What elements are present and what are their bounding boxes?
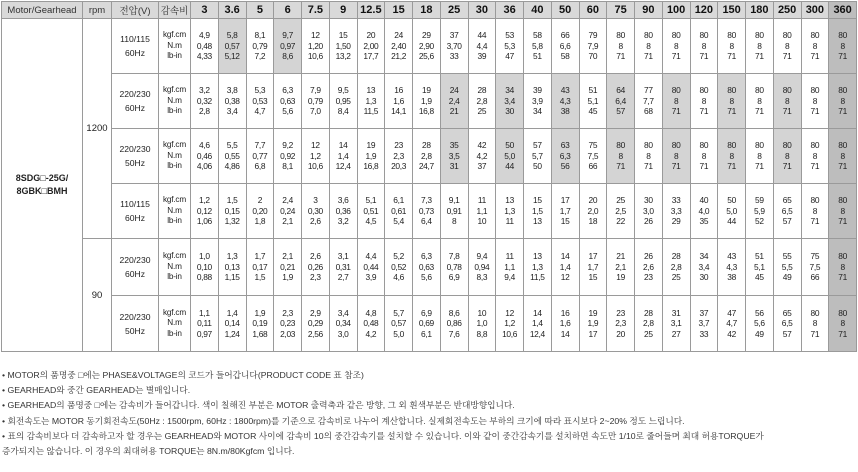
torque-cell: 80 8 71 — [829, 296, 857, 352]
torque-cell: 8,6 0,86 7,6 — [440, 296, 468, 352]
table-row — [2, 19, 857, 74]
ratio-header: 18 — [413, 2, 441, 19]
torque-cell: 4,8 0,48 4,2 — [357, 296, 385, 352]
torque-cell: 17 1,7 15 — [579, 239, 607, 296]
note-line: • 회전속도는 MOTOR 동기회전속도(50Hz : 1500rpm, 60Hz : 1800rpm)를 기준으로 감속비로 나누어 계산합니다. 실제회전속도는 부하의 크기에 따라 표시보다 2~20% 정도 느립니다. — [2, 415, 685, 426]
torque-cell: 12 1,2 10,6 — [496, 296, 524, 352]
ratio-header: 60 — [579, 2, 607, 19]
torque-cell: 1,5 0,15 1,32 — [218, 184, 246, 239]
torque-cell: 5,8 0,57 5,12 — [218, 19, 246, 74]
torque-cell: 59 5,9 52 — [746, 184, 774, 239]
voltage-value: 220/230 60Hz — [112, 239, 159, 296]
torque-cell: 80 8 71 — [690, 74, 718, 129]
torque-cell: 43 4,3 38 — [718, 239, 746, 296]
rpm-header: rpm — [83, 2, 112, 19]
torque-cell: 3 0,30 2,6 — [302, 184, 330, 239]
torque-cell: 2 0,20 1,8 — [246, 184, 274, 239]
torque-cell: 10 1,0 8,8 — [468, 296, 496, 352]
torque-cell: 80 8 71 — [718, 129, 746, 184]
torque-cell: 1,9 0,19 1,68 — [246, 296, 274, 352]
torque-cell: 2,3 0,23 2,03 — [274, 296, 302, 352]
torque-cell: 6,3 0,63 5,6 — [413, 239, 441, 296]
table-row — [2, 296, 857, 352]
torque-cell: 14 1,4 12,4 — [329, 129, 357, 184]
ratio-header: 300 — [801, 2, 829, 19]
units-label: kgf.cm N.m lb-in — [159, 19, 191, 74]
table-row — [2, 129, 857, 184]
torque-cell: 7,8 0,78 6,9 — [440, 239, 468, 296]
torque-cell: 53 5,3 47 — [496, 19, 524, 74]
torque-cell: 80 8 71 — [801, 19, 829, 74]
torque-cell: 80 8 71 — [773, 129, 801, 184]
ratio-header: 150 — [718, 2, 746, 19]
torque-cell: 1,4 0,14 1,24 — [218, 296, 246, 352]
torque-cell: 28 2,8 25 — [662, 239, 690, 296]
ratio-header: 25 — [440, 2, 468, 19]
torque-cell: 7,9 0,79 7,0 — [302, 74, 330, 129]
units-label: kgf.cm N.m lb-in — [159, 296, 191, 352]
torque-cell: 3,2 0,32 2,8 — [191, 74, 219, 129]
torque-cell: 9,5 0,95 8,4 — [329, 74, 357, 129]
voltage-value: 110/115 60Hz — [112, 19, 159, 74]
table-row — [2, 184, 857, 239]
rpm-value: 1200 — [83, 19, 112, 239]
torque-cell: 37 3,70 33 — [440, 19, 468, 74]
torque-cell: 1,0 0,10 0,88 — [191, 239, 219, 296]
ratio-header: 6 — [274, 2, 302, 19]
torque-cell: 26 2,6 23 — [635, 239, 663, 296]
torque-cell: 21 2,1 19 — [607, 239, 635, 296]
torque-cell: 2,4 0,24 2,1 — [274, 184, 302, 239]
torque-cell: 6,3 0,63 5,6 — [274, 74, 302, 129]
torque-cell: 1,3 0,13 1,15 — [218, 239, 246, 296]
torque-cell: 63 6,3 56 — [551, 129, 579, 184]
torque-cell: 44 4,4 39 — [468, 19, 496, 74]
units-label: kgf.cm N.m lb-in — [159, 239, 191, 296]
torque-cell: 37 3,7 33 — [690, 296, 718, 352]
torque-cell: 5,7 0,57 5,0 — [385, 296, 413, 352]
torque-cell: 13 1,3 11,5 — [357, 74, 385, 129]
torque-cell: 43 4,3 38 — [551, 74, 579, 129]
ratio-label-header: 감속비 — [159, 2, 191, 19]
torque-cell: 65 6,5 57 — [773, 184, 801, 239]
torque-cell: 20 2,0 18 — [579, 184, 607, 239]
torque-cell: 28 2,8 25 — [635, 296, 663, 352]
torque-cell: 2,6 0,26 2,3 — [302, 239, 330, 296]
torque-cell: 66 6,6 58 — [551, 19, 579, 74]
ratio-header: 360 — [829, 2, 857, 19]
torque-cell: 20 2,00 17,7 — [357, 19, 385, 74]
torque-cell: 80 8 71 — [690, 129, 718, 184]
note-line: • MOTOR의 품명중 □에는 PHASE&VOLTAGE의 코드가 들어갑니다(PRODUCT CODE 표 참조) — [2, 370, 364, 380]
ratio-header: 15 — [385, 2, 413, 19]
torque-cell: 16 1,6 14,1 — [385, 74, 413, 129]
ratio-header: 12.5 — [357, 2, 385, 19]
ratio-header: 40 — [524, 2, 552, 19]
voltage-value: 220/230 50Hz — [112, 296, 159, 352]
torque-cell: 29 2,90 25,6 — [413, 19, 441, 74]
torque-cell: 33 3,3 29 — [662, 184, 690, 239]
model-name: 8SDG□-25G/ 8GBK□BMH — [2, 19, 83, 352]
torque-cell: 80 8 71 — [829, 239, 857, 296]
ratio-header: 250 — [773, 2, 801, 19]
voltage-value: 220/230 60Hz — [112, 74, 159, 129]
torque-cell: 28 2,8 25 — [468, 74, 496, 129]
torque-cell: 14 1,4 12,4 — [524, 296, 552, 352]
torque-cell: 57 5,7 50 — [524, 129, 552, 184]
torque-cell: 80 8 71 — [746, 129, 774, 184]
torque-cell: 5,2 0,52 4,6 — [385, 239, 413, 296]
torque-cell: 24 2,40 21,2 — [385, 19, 413, 74]
rpm-value: 90 — [83, 239, 112, 352]
torque-cell: 42 4,2 37 — [468, 129, 496, 184]
torque-cell: 80 8 71 — [801, 129, 829, 184]
ratio-header: 100 — [662, 2, 690, 19]
torque-cell: 16 1,6 14 — [551, 296, 579, 352]
torque-cell: 65 6,5 57 — [773, 296, 801, 352]
torque-cell: 80 8 71 — [718, 19, 746, 74]
torque-cell: 35 3,5 31 — [440, 129, 468, 184]
torque-cell: 34 3,4 30 — [690, 239, 718, 296]
torque-cell: 25 2,5 22 — [607, 184, 635, 239]
torque-cell: 6,1 0,61 5,4 — [385, 184, 413, 239]
units-label: kgf.cm N.m lb-in — [159, 129, 191, 184]
torque-cell: 47 4,7 42 — [718, 296, 746, 352]
note-line: • GEARHEAD와 중간 GEARHEAD는 별매입니다. — [2, 385, 191, 396]
voltage-header: 전압(V) — [112, 2, 159, 19]
voltage-value: 220/230 50Hz — [112, 129, 159, 184]
torque-cell: 80 8 71 — [746, 19, 774, 74]
torque-cell: 55 5,5 49 — [773, 239, 801, 296]
torque-cell: 80 8 71 — [829, 184, 857, 239]
torque-cell: 9,7 0,97 8,6 — [274, 19, 302, 74]
torque-cell: 23 2,3 20,3 — [385, 129, 413, 184]
torque-cell: 64 6,4 57 — [607, 74, 635, 129]
torque-cell: 58 5,8 51 — [524, 19, 552, 74]
torque-cell: 9,2 0,92 8,1 — [274, 129, 302, 184]
torque-cell: 39 3,9 34 — [524, 74, 552, 129]
ratio-header: 3.6 — [218, 2, 246, 19]
torque-cell: 7,7 0,77 6,8 — [246, 129, 274, 184]
torque-cell: 5,1 0,51 4,5 — [357, 184, 385, 239]
table-row — [2, 239, 857, 296]
torque-cell: 23 2,3 20 — [607, 296, 635, 352]
torque-cell: 2,1 0,21 1,9 — [274, 239, 302, 296]
torque-cell: 7,3 0,73 6,4 — [413, 184, 441, 239]
torque-cell: 40 4,0 35 — [690, 184, 718, 239]
torque-cell: 80 8 71 — [773, 74, 801, 129]
torque-cell: 80 8 71 — [801, 74, 829, 129]
torque-cell: 80 8 71 — [829, 19, 857, 74]
ratio-header: 180 — [746, 2, 774, 19]
torque-cell: 30 3,0 26 — [635, 184, 663, 239]
torque-cell: 80 8 71 — [690, 19, 718, 74]
ratio-header: 3 — [191, 2, 219, 19]
torque-cell: 80 8 71 — [635, 129, 663, 184]
torque-cell: 79 7,9 70 — [579, 19, 607, 74]
torque-cell: 11 1,1 9,4 — [496, 239, 524, 296]
torque-cell: 19 1,9 16,8 — [357, 129, 385, 184]
torque-cell: 34 3,4 30 — [496, 74, 524, 129]
torque-cell: 50 5,0 44 — [718, 184, 746, 239]
units-label: kgf.cm N.m lb-in — [159, 184, 191, 239]
torque-cell: 11 1,1 10 — [468, 184, 496, 239]
torque-cell: 13 1,3 11,5 — [524, 239, 552, 296]
ratio-header: 50 — [551, 2, 579, 19]
table-header-row — [2, 2, 857, 19]
ratio-header: 9 — [329, 2, 357, 19]
torque-cell: 3,6 0,36 3,2 — [329, 184, 357, 239]
torque-cell: 8,1 0,79 7,2 — [246, 19, 274, 74]
note-line: • 표의 감속비보다 더 감속하고자 할 경우는 GEARHEAD와 MOTOR 사이에 감속비 10의 중간감속기를 설치할 수 있습니다. 이와 같이 중간감속기를 설치하면 속도만 1/10로 줄어들며 최대 허용TORQUE가 — [2, 430, 764, 441]
torque-cell: 12 1,2 10,6 — [302, 129, 330, 184]
torque-cell: 3,1 0,31 2,7 — [329, 239, 357, 296]
torque-cell: 80 8 71 — [662, 74, 690, 129]
torque-cell: 80 8 71 — [662, 19, 690, 74]
torque-cell: 5,5 0,55 4,86 — [218, 129, 246, 184]
torque-cell: 9,4 0,94 8,3 — [468, 239, 496, 296]
torque-cell: 28 2,8 24,7 — [413, 129, 441, 184]
torque-cell: 12 1,20 10,6 — [302, 19, 330, 74]
torque-cell: 1,7 0,17 1,5 — [246, 239, 274, 296]
torque-cell: 15 1,5 13 — [524, 184, 552, 239]
torque-cell: 56 5,6 49 — [746, 296, 774, 352]
torque-cell: 77 7,7 68 — [635, 74, 663, 129]
torque-cell: 80 8 71 — [801, 296, 829, 352]
torque-cell: 19 1,9 17 — [579, 296, 607, 352]
torque-cell: 75 7,5 66 — [801, 239, 829, 296]
torque-cell: 19 1,9 16,8 — [413, 74, 441, 129]
torque-cell: 80 8 71 — [607, 19, 635, 74]
torque-cell: 6,9 0,69 6,1 — [413, 296, 441, 352]
torque-cell: 80 8 71 — [829, 129, 857, 184]
note-line: 증가되지는 않습니다. 이 경우의 최대허용 TORQUE는 8N.m/80Kgfcm 입니다. — [2, 446, 295, 457]
notes — [2, 368, 857, 459]
torque-cell: 1,1 0,11 0,97 — [191, 296, 219, 352]
ratio-header: 7.5 — [302, 2, 330, 19]
torque-cell: 80 8 71 — [662, 129, 690, 184]
torque-cell: 80 8 71 — [829, 74, 857, 129]
units-label: kgf.cm N.m lb-in — [159, 74, 191, 129]
torque-cell: 51 5,1 45 — [579, 74, 607, 129]
torque-cell: 80 8 71 — [746, 74, 774, 129]
ratio-header: 75 — [607, 2, 635, 19]
torque-cell: 80 8 71 — [635, 19, 663, 74]
table-row — [2, 74, 857, 129]
torque-cell: 50 5,0 44 — [496, 129, 524, 184]
torque-cell: 80 8 71 — [801, 184, 829, 239]
voltage-value: 110/115 60Hz — [112, 184, 159, 239]
torque-cell: 4,9 0,48 4,33 — [191, 19, 219, 74]
ratio-header: 5 — [246, 2, 274, 19]
ratio-header: 30 — [468, 2, 496, 19]
torque-cell: 1,2 0,12 1,06 — [191, 184, 219, 239]
torque-cell: 15 1,50 13,2 — [329, 19, 357, 74]
torque-cell: 4,6 0,46 4,06 — [191, 129, 219, 184]
torque-cell: 80 8 71 — [773, 19, 801, 74]
model-header: Motor/Gearhead — [2, 2, 83, 19]
table-body — [2, 19, 857, 352]
torque-cell: 75 7,5 66 — [579, 129, 607, 184]
torque-cell: 14 1,4 12 — [551, 239, 579, 296]
ratio-header: 36 — [496, 2, 524, 19]
torque-cell: 24 2,4 21 — [440, 74, 468, 129]
note-line: • GEARHEAD의 품명중 □에는 감속비가 들어갑니다. 색이 칠해진 부분은 MOTOR 출력축과 같은 방향, 그 외 흰색부분은 반대방향입니다. — [2, 400, 515, 411]
torque-table — [1, 1, 857, 352]
torque-cell: 31 3,1 27 — [662, 296, 690, 352]
torque-cell: 3,4 0,34 3,0 — [329, 296, 357, 352]
torque-cell: 5,3 0,53 4,7 — [246, 74, 274, 129]
ratio-header: 120 — [690, 2, 718, 19]
torque-cell: 17 1,7 15 — [551, 184, 579, 239]
ratio-header: 90 — [635, 2, 663, 19]
torque-cell: 9,1 0,91 8 — [440, 184, 468, 239]
torque-cell: 80 8 71 — [607, 129, 635, 184]
torque-cell: 2,9 0,29 2,56 — [302, 296, 330, 352]
torque-cell: 3,8 0,38 3,4 — [218, 74, 246, 129]
torque-cell: 4,4 0,44 3,9 — [357, 239, 385, 296]
torque-cell: 13 1,3 11 — [496, 184, 524, 239]
torque-cell: 80 8 71 — [718, 74, 746, 129]
torque-cell: 51 5,1 45 — [746, 239, 774, 296]
